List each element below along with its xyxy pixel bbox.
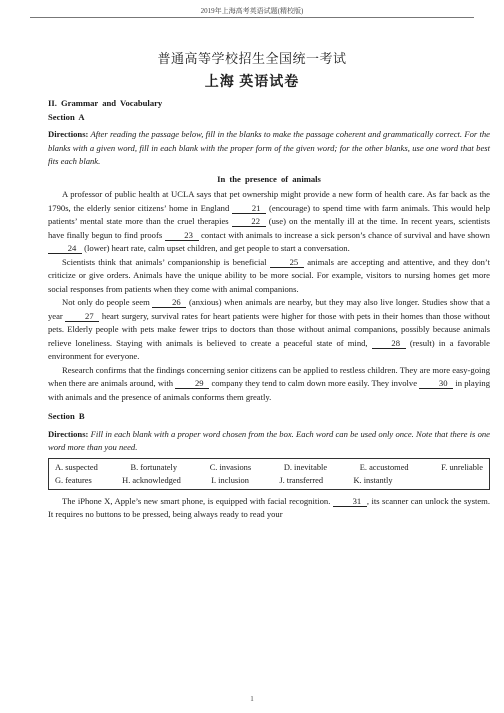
word-option: F. unreliable <box>441 462 483 472</box>
page-number: 1 <box>250 695 254 703</box>
passage-text: (use) on the mentally ill at the time. In recent years, scientists have finally begun to find proofs <box>48 216 490 240</box>
part-heading: II. Grammar and Vocabulary <box>48 98 163 108</box>
running-header: 2019年上海高考英语试题(精校版) <box>200 7 304 15</box>
passage-text: Research confirms that the findings concerning senior citizens can be applied to restless children. They are more easy-going when there are animals around, with <box>48 364 490 388</box>
passage-b <box>48 495 490 522</box>
header-divider <box>30 17 474 18</box>
section-a-heading: Section A <box>48 111 85 122</box>
exam-body <box>48 97 490 522</box>
directions-text: After reading the passage below, fill in the blanks to make the passage coherent and grammatically correct. For the blanks with a given word, fill in each blank with the proper form of the given word; for the other blanks, use one word that best fits each blank. <box>48 129 490 166</box>
passage-text: animals are accepting and attentive, and they don’t criticize or give orders. Animals have the unique ability to be more social. For example, visitors to nursing homes get more social responses from patients when they come with animal companions. <box>48 256 491 294</box>
answer-blank[interactable]: 28 <box>372 338 406 349</box>
answer-blank[interactable]: 30 <box>419 378 453 389</box>
word-option: K. instantly <box>353 475 393 485</box>
word-box <box>48 458 490 490</box>
word-box-row <box>55 474 483 487</box>
answer-blank[interactable]: 29 <box>175 378 209 389</box>
word-option: J. transferred <box>279 475 324 485</box>
word-box-row <box>55 461 483 474</box>
passage-text: The iPhone X, Apple’s new smart phone, is equipped with facial recognition. <box>62 495 333 506</box>
passage-text: heart surgery, survival rates for heart patients were higher for those with pets in their homes than those without pets. Elderly people with pets make fewer trips to doctors than those without animal companions, possibly because animals relieve loneliness. Staying with animals is believed to create a peaceful state of mind, <box>48 310 490 348</box>
passage-paragraph <box>48 364 490 405</box>
word-option: D. inevitable <box>283 462 328 472</box>
exam-title: 普通高等学校招生全国统一考试 <box>157 51 347 66</box>
passage-paragraph <box>48 188 490 256</box>
answer-blank[interactable]: 31 <box>333 496 367 507</box>
passage-text: in playing with animals and the presence of animals conforms them greatly. <box>48 378 491 402</box>
section-b-directions <box>48 428 490 455</box>
word-option: G. features <box>55 475 92 485</box>
exam-subtitle: 上海 英语试卷 <box>204 75 300 90</box>
directions-label: Directions: <box>48 129 89 139</box>
passage-text: , its scanner can unlock the system. It requires no buttons to be pressed, being always ready to read your <box>48 495 490 519</box>
passage-text: A professor of public health at UCLA says that pet ownership might provide a new form of health care. As far back as the 1790s, the elderly senior citizens’ home in England <box>48 189 490 213</box>
word-option: H. acknowledged <box>122 475 181 485</box>
word-option: C. invasions <box>209 462 252 472</box>
word-option: I. inclusion <box>211 475 249 485</box>
answer-blank[interactable]: 23 <box>165 230 199 241</box>
directions-b-text: Fill in each blank with a proper word chosen from the box. Each word can be used only once. Note that there is one word more than you need. <box>48 428 490 452</box>
word-option: A. suspected <box>55 462 98 472</box>
passage-a <box>48 188 490 404</box>
passage-text: (encourage) to spend time with farm animals. This would help patients’ mental state more than the cruel therapies <box>48 202 490 226</box>
section-b-heading: Section B <box>48 411 85 421</box>
passage-text: company they tend to calm down more easily. They involve <box>209 378 420 388</box>
passage-text: (lower) heart rate, calm upset children, and get people to start a conversation. <box>82 243 350 253</box>
answer-blank[interactable]: 26 <box>152 297 186 308</box>
word-option: B. fortunately <box>130 462 178 472</box>
passage-text: contact with animals to increase a sick person’s chance of survival and have shown <box>198 229 490 240</box>
answer-blank[interactable]: 22 <box>232 216 266 227</box>
word-box-spacer <box>423 474 483 487</box>
passage-text: (result) in a favorable environment for everyone. <box>48 337 490 361</box>
passage-paragraph <box>48 296 490 364</box>
directions-b-label: Directions: <box>48 428 89 439</box>
word-option: E. accustomed <box>359 462 409 472</box>
passage-title: In the presence of animals <box>217 173 321 184</box>
passage-text: Scientists think that animals’ companionship is beneficial <box>62 256 270 267</box>
passage-text: (anxious) when animals are nearby, but they may also live longer. Studies show that a year <box>48 297 490 321</box>
passage-text: Not only do people seem <box>62 297 153 307</box>
answer-blank[interactable]: 21 <box>232 203 266 214</box>
section-a-directions <box>48 128 490 169</box>
answer-blank[interactable]: 25 <box>270 257 304 268</box>
answer-blank[interactable]: 24 <box>48 243 82 254</box>
passage-paragraph <box>48 256 490 297</box>
answer-blank[interactable]: 27 <box>65 311 99 322</box>
